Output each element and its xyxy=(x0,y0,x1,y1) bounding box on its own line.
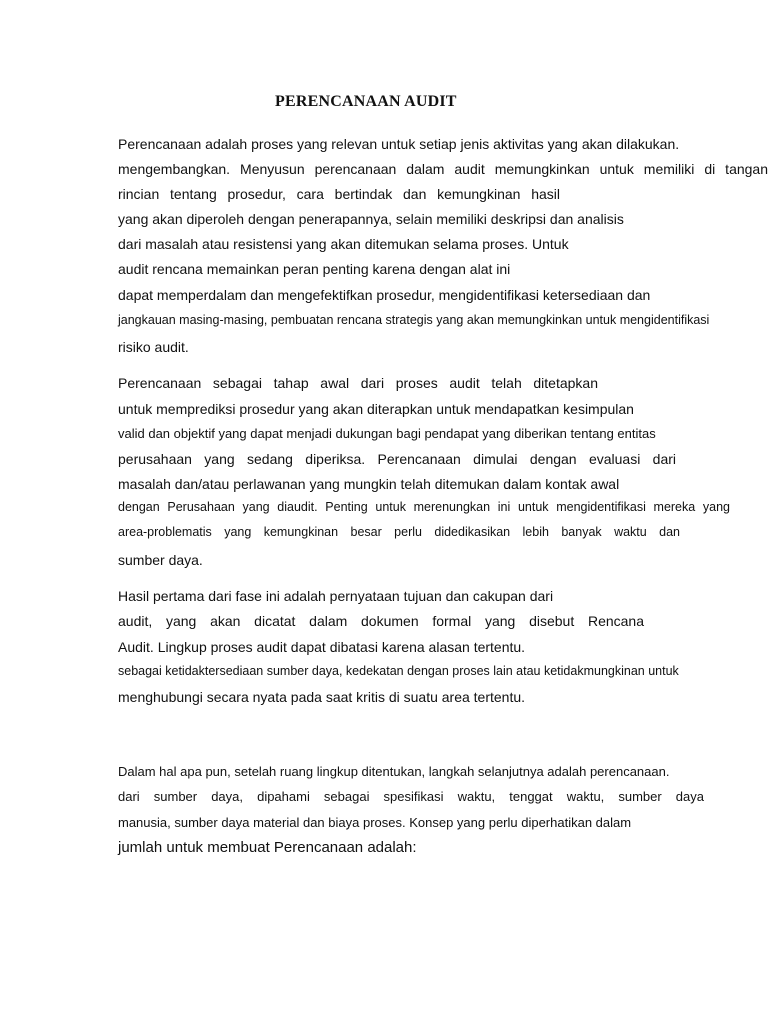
text-line: jangkauan masing-masing, pembuatan rencana strategis yang akan memungkinkan untuk mengidentifikasi xyxy=(118,313,710,327)
text-line: area-problematis yang kemungkinan besar perlu didedikasikan lebih banyak waktu dan xyxy=(118,525,680,539)
text-line: dari masalah atau resistensi yang akan ditemukan selama proses. Untuk xyxy=(118,236,569,252)
text-line: sebagai ketidaktersediaan sumber daya, kedekatan dengan proses lain atau ketidakmungkinan untuk xyxy=(118,664,679,678)
text-line: manusia, sumber daya material dan biaya proses. Konsep yang perlu diperhatikan dalam xyxy=(118,815,632,830)
text-line: Perencanaan adalah proses yang relevan untuk setiap jenis aktivitas yang akan dilakukan. xyxy=(118,136,680,152)
text-line: Dalam hal apa pun, setelah ruang lingkup ditentukan, langkah selanjutnya adalah perencanaan. xyxy=(118,764,670,779)
text-line: valid dan objektif yang dapat menjadi dukungan bagi pendapat yang diberikan tentang entitas xyxy=(118,426,656,441)
text-line: sumber daya. xyxy=(118,552,203,568)
text-line: perusahaan yang sedang diperiksa. Perencanaan dimulai dengan evaluasi dari xyxy=(118,451,676,467)
text-line: jumlah untuk membuat Perencanaan adalah: xyxy=(118,839,417,856)
text-line: audit, yang akan dicatat dalam dokumen formal yang disebut Rencana xyxy=(118,613,644,629)
text-line: risiko audit. xyxy=(118,339,189,355)
text-line: masalah dan/atau perlawanan yang mungkin telah ditemukan dalam kontak awal xyxy=(118,476,620,492)
text-line: Hasil pertama dari fase ini adalah pernyataan tujuan dan cakupan dari xyxy=(118,588,554,604)
text-line: rincian tentang prosedur, cara bertindak dan kemungkinan hasil xyxy=(118,186,560,202)
text-line: mengembangkan. Menyusun perencanaan dalam audit memungkinkan untuk memiliki di tangan xyxy=(118,161,768,177)
text-line: menghubungi secara nyata pada saat kritis di suatu area tertentu. xyxy=(118,689,526,705)
text-line: dapat memperdalam dan mengefektifkan prosedur, mengidentifikasi ketersediaan dan xyxy=(118,287,651,303)
document-title: PERENCANAAN AUDIT xyxy=(275,93,457,110)
text-line: Audit. Lingkup proses audit dapat dibatasi karena alasan tertentu. xyxy=(118,639,526,655)
text-line: dengan Perusahaan yang diaudit. Penting untuk merenungkan ini untuk mengidentifikasi mereka yang xyxy=(118,500,730,514)
text-line: dari sumber daya, dipahami sebagai spesifikasi waktu, tenggat waktu, sumber daya xyxy=(118,789,704,804)
text-line: audit rencana memainkan peran penting karena dengan alat ini xyxy=(118,261,511,277)
text-line: untuk memprediksi prosedur yang akan diterapkan untuk mendapatkan kesimpulan xyxy=(118,401,634,417)
text-line: Perencanaan sebagai tahap awal dari proses audit telah ditetapkan xyxy=(118,375,598,391)
text-line: yang akan diperoleh dengan penerapannya, selain memiliki deskripsi dan analisis xyxy=(118,211,624,227)
